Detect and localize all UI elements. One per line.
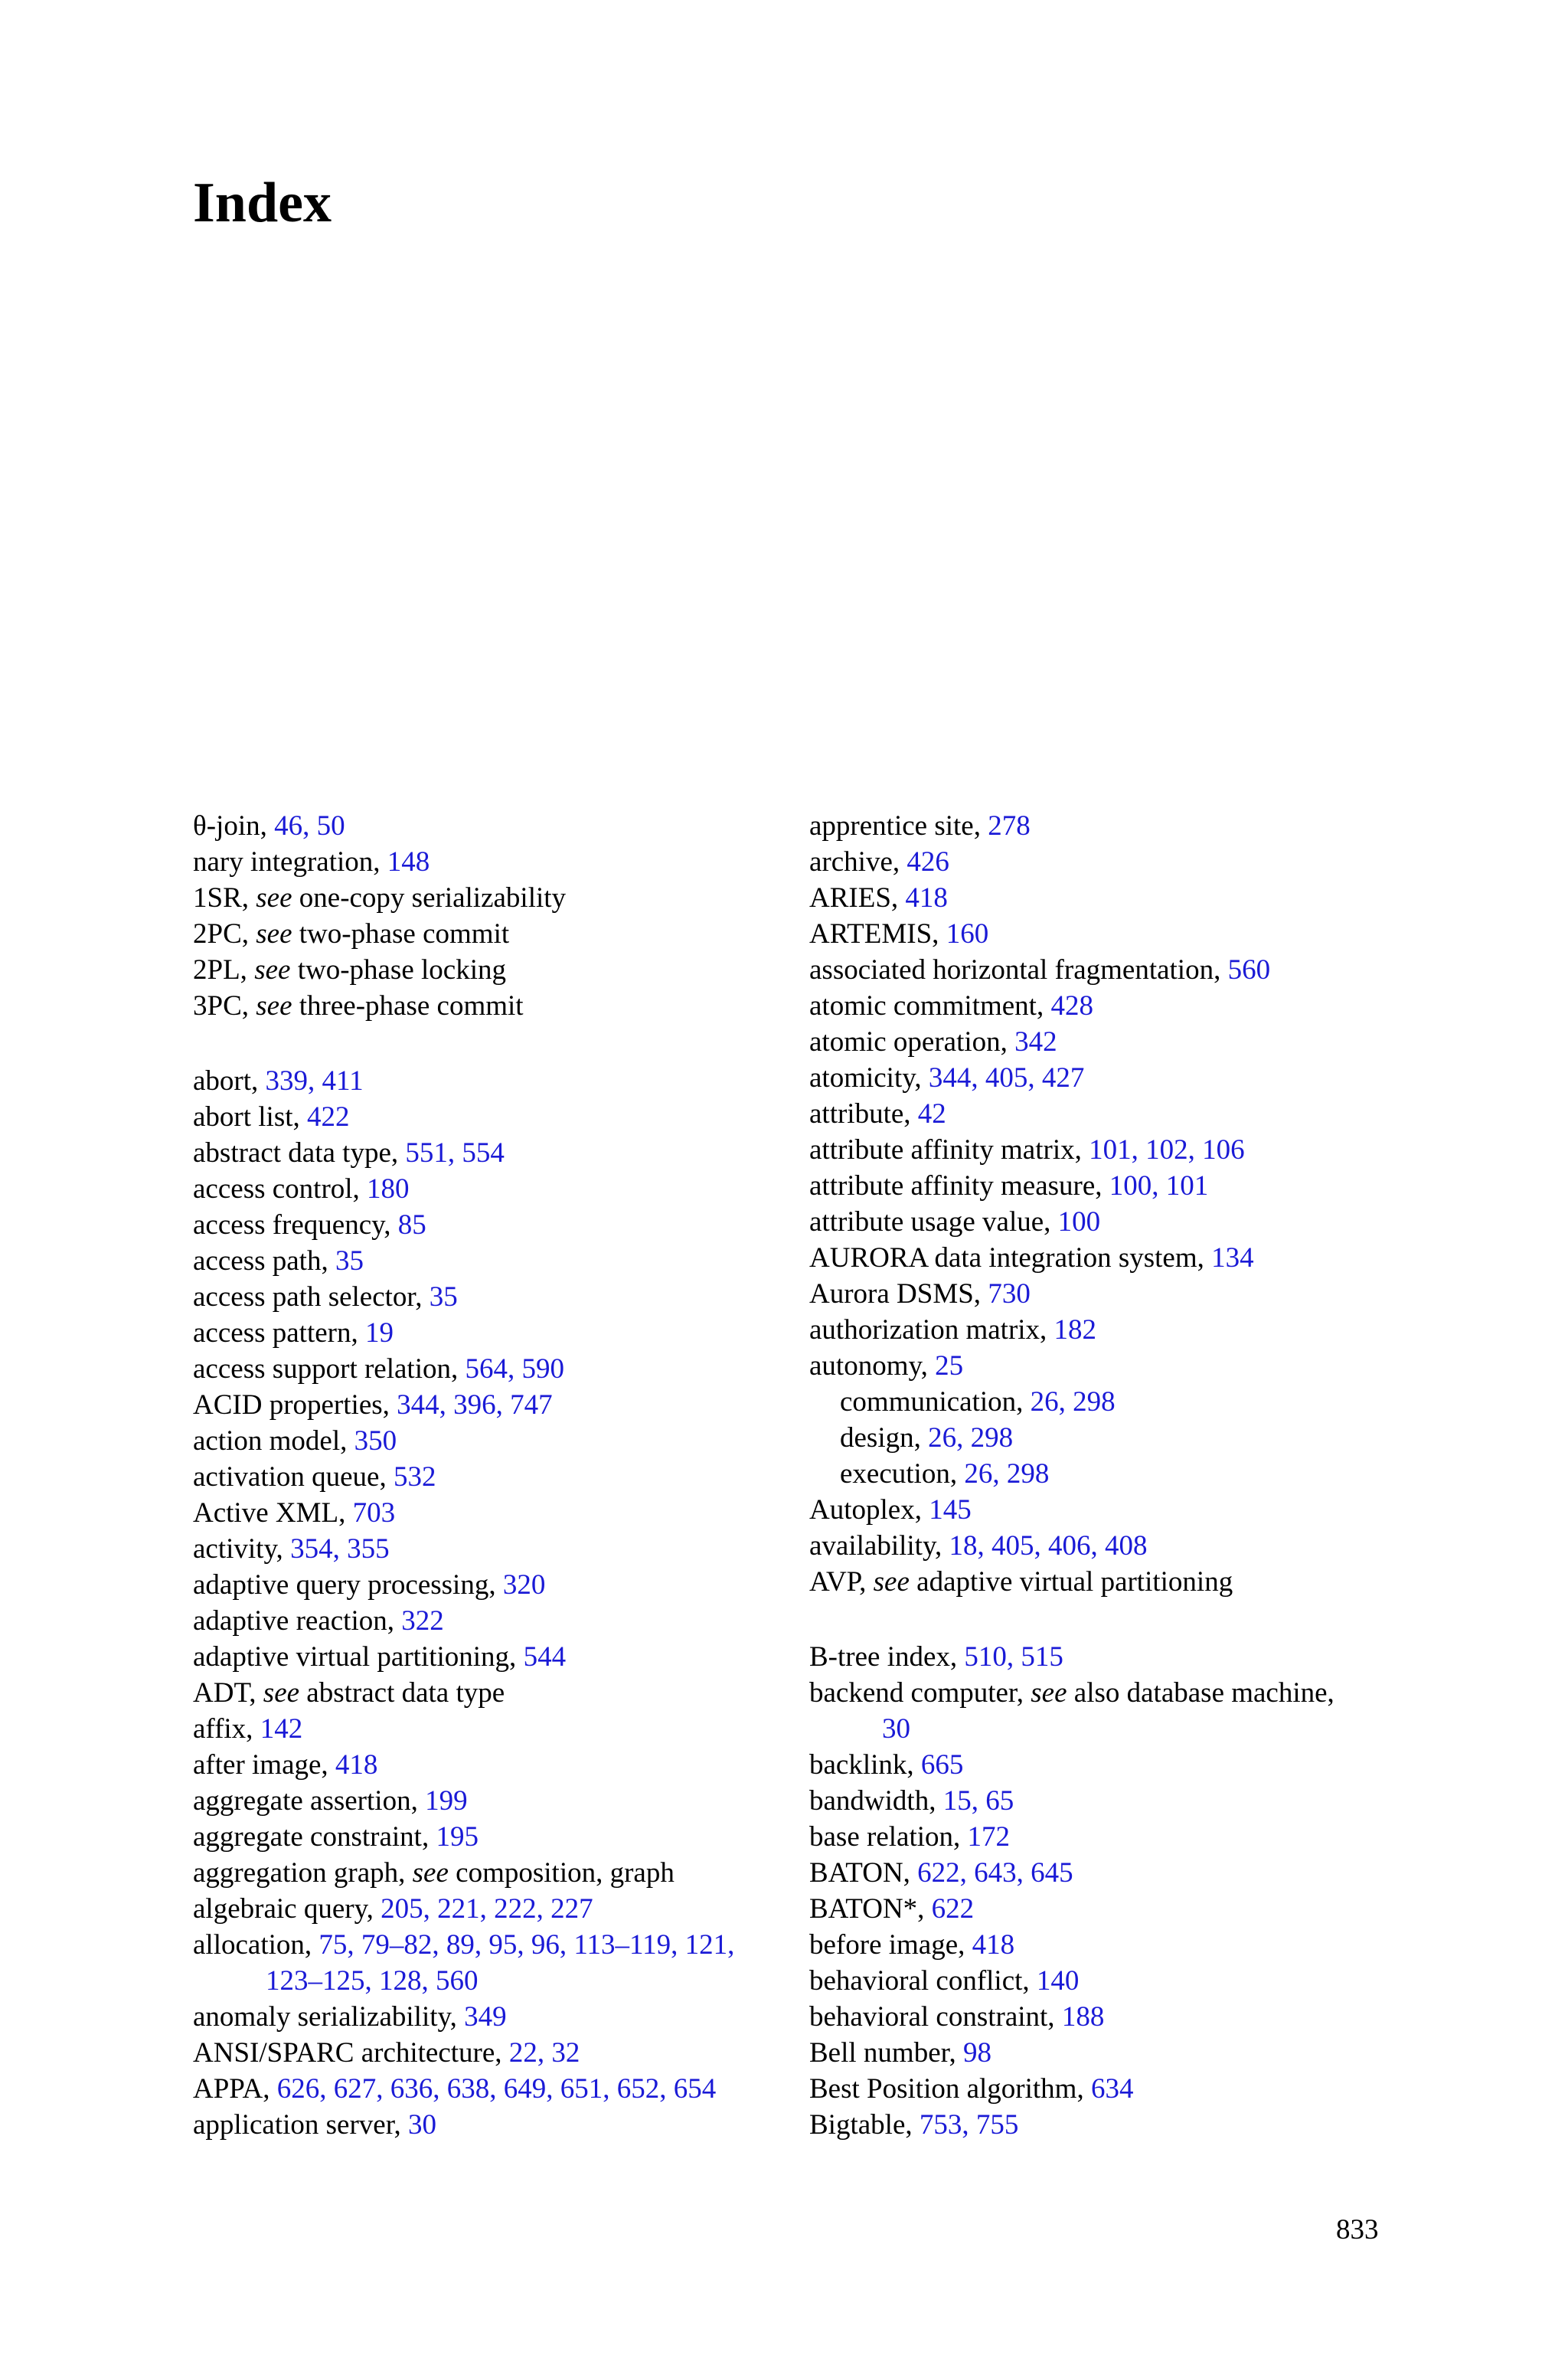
entry-term: archive, (809, 846, 907, 878)
entry-term: Best Position algorithm, (809, 2073, 1091, 2105)
index-entry (193, 1351, 798, 1387)
index-entry (193, 1747, 798, 1783)
page-link[interactable]: 75, 79–82, 89, 95, 96, 113–119, 121, (318, 1929, 735, 1961)
entry-term: BATON, (809, 1857, 918, 1889)
index-entry (809, 1528, 1391, 1564)
index-entry (809, 1963, 1391, 1999)
page-link[interactable]: 205, 221, 222, 227 (381, 1893, 593, 1925)
entry-term: abort list, (193, 1101, 308, 1133)
entry-term: ANSI/SPARC architecture, (193, 2037, 509, 2069)
page-link[interactable]: 703 (352, 1497, 396, 1529)
index-entry (193, 1711, 798, 1747)
entry-term: behavioral constraint, (809, 2001, 1062, 2033)
page-link[interactable]: 622, 643, 645 (917, 1857, 1073, 1889)
see-target: one-copy serializability (292, 882, 567, 914)
entry-term: bandwidth, (809, 1785, 943, 1817)
index-entry (809, 916, 1391, 952)
page-link[interactable]: 626, 627, 636, 638, 649, 651, 652, 654 (276, 2073, 717, 2105)
entry-term: Aurora DSMS, (809, 1278, 988, 1310)
entry-term: after image, (193, 1749, 335, 1781)
index-entry (809, 1060, 1391, 1096)
page-link[interactable]: 98 (962, 2037, 991, 2069)
index-entry (809, 1999, 1391, 2035)
entry-term: Bigtable, (809, 2109, 920, 2141)
page-link[interactable]: 418 (905, 882, 948, 914)
page-link[interactable]: 322 (401, 1605, 444, 1637)
entry-term: attribute affinity matrix, (809, 1134, 1089, 1166)
page-link[interactable]: 18, 405, 406, 408 (949, 1530, 1148, 1562)
index-subentry (809, 1420, 1391, 1456)
index-entry (193, 1063, 798, 1099)
entry-term: algebraic query, (193, 1893, 381, 1925)
index-entry (193, 1099, 798, 1135)
entry-term: 2PL, (193, 954, 255, 986)
index-entry (193, 1495, 798, 1531)
see-target: adaptive virtual partitioning (909, 1566, 1233, 1598)
group-spacer (809, 1600, 1391, 1639)
index-entry (809, 1819, 1391, 1855)
index-entry (193, 1135, 798, 1171)
see-reference: see (263, 1677, 300, 1709)
entry-term: adaptive virtual partitioning, (193, 1641, 524, 1673)
index-entry (809, 1927, 1391, 1963)
entry-term: aggregation graph, (193, 1857, 413, 1889)
entry-term: nary integration, (193, 846, 387, 878)
index-entry (193, 1855, 798, 1891)
entry-term: θ-join, (193, 810, 275, 842)
index-entry (193, 916, 798, 952)
entry-term: aggregate constraint, (193, 1821, 436, 1853)
see-target: three-phase commit (292, 990, 524, 1022)
page-link[interactable]: 145 (929, 1494, 972, 1526)
page-link[interactable]: 278 (988, 810, 1031, 842)
see-reference: see (412, 1857, 449, 1889)
index-entry (193, 1603, 798, 1639)
entry-term: 2PC, (193, 918, 256, 950)
index-entry (809, 1492, 1391, 1528)
index-entry (193, 1531, 798, 1567)
page-link[interactable]: 339, 411 (265, 1065, 364, 1097)
entry-term: ARIES, (809, 882, 906, 914)
page-number: 833 (1336, 2214, 1379, 2246)
index-entry (809, 1312, 1391, 1348)
index-entry (809, 880, 1391, 916)
index-entry (193, 1207, 798, 1243)
page-link[interactable]: 140 (1036, 1965, 1080, 1997)
index-entry (809, 1276, 1391, 1312)
entry-term: aggregate assertion, (193, 1785, 426, 1817)
page-link[interactable]: 26, 298 (928, 1422, 1014, 1454)
page-link[interactable]: 188 (1061, 2001, 1105, 2033)
entry-term: B-tree index, (809, 1641, 965, 1673)
page-link[interactable]: 418 (335, 1749, 378, 1781)
index-entry (193, 808, 798, 844)
page-link[interactable]: 15, 65 (942, 1785, 1014, 1817)
page-link[interactable]: 532 (393, 1461, 436, 1493)
page-link[interactable]: 428 (1050, 990, 1093, 1022)
index-entry (809, 2035, 1391, 2071)
entry-term: availability, (809, 1530, 949, 1562)
entry-term: AVP, (809, 1566, 874, 1598)
page-link[interactable]: 551, 554 (405, 1137, 505, 1169)
index-entry (809, 844, 1391, 880)
entry-term: execution, (840, 1458, 965, 1490)
entry-term: access control, (193, 1173, 368, 1205)
entry-term: attribute, (809, 1098, 918, 1130)
see-reference: see (256, 990, 292, 1022)
index-entry (193, 1783, 798, 1819)
index-entry (193, 952, 798, 988)
index-entry (809, 1348, 1391, 1384)
entry-term: atomic operation, (809, 1026, 1015, 1058)
index-entry (193, 1891, 798, 1927)
page-link[interactable]: 730 (988, 1278, 1031, 1310)
see-target: abstract data type (299, 1677, 505, 1709)
index-column-right (809, 808, 1391, 2143)
page-link[interactable]: 544 (523, 1641, 567, 1673)
page-link[interactable]: 634 (1090, 2073, 1134, 2105)
index-entry (809, 988, 1391, 1024)
index-entry (809, 952, 1391, 988)
entry-term: apprentice site, (809, 810, 988, 842)
entry-term: adaptive reaction, (193, 1605, 402, 1637)
index-entry (193, 1171, 798, 1207)
entry-term: authorization matrix, (809, 1314, 1054, 1346)
entry-term: access support relation, (193, 1353, 466, 1385)
see-reference: see (873, 1566, 910, 1598)
page-link[interactable]: 134 (1211, 1242, 1254, 1274)
index-entry (193, 1459, 798, 1495)
entry-term: Autoplex, (809, 1494, 929, 1526)
index-entry (193, 1315, 798, 1351)
entry-term: activation queue, (193, 1461, 394, 1493)
see-target: also database machine, (1067, 1677, 1334, 1709)
entry-term: ACID properties, (193, 1389, 397, 1421)
entry-term: affix, (193, 1713, 260, 1745)
page-link[interactable]: 350 (354, 1425, 397, 1457)
page-link[interactable]: 42 (917, 1098, 946, 1130)
index-entry-continuation (809, 1711, 1391, 1747)
index-entry (809, 1024, 1391, 1060)
index-entry (809, 1168, 1391, 1204)
entry-term: access path, (193, 1245, 335, 1277)
index-subentry (809, 1456, 1391, 1492)
page-link[interactable]: 354, 355 (290, 1533, 390, 1565)
index-entry (193, 1999, 798, 2035)
page-link[interactable]: 199 (425, 1785, 468, 1817)
index-entry (193, 1927, 798, 1963)
index-entry (809, 1639, 1391, 1675)
page-link[interactable]: 25 (935, 1350, 964, 1382)
see-target: two-phase locking (290, 954, 506, 986)
see-reference: see (1031, 1677, 1067, 1709)
page-link[interactable]: 342 (1014, 1026, 1057, 1058)
page-link[interactable]: 85 (397, 1209, 426, 1241)
index-entry (809, 1132, 1391, 1168)
page-link[interactable]: 35 (429, 1281, 458, 1313)
index-entry (809, 1096, 1391, 1132)
page-link[interactable]: 160 (946, 918, 989, 950)
page-link[interactable]: 510, 515 (964, 1641, 1063, 1673)
page-link[interactable]: 30 (408, 2109, 437, 2141)
index-entry (193, 988, 798, 1024)
index-entry (193, 1819, 798, 1855)
entry-term: anomaly serializability, (193, 2001, 465, 2033)
page-link[interactable]: 30 (882, 1713, 910, 1745)
page-link[interactable]: 180 (367, 1173, 410, 1205)
page-link[interactable]: 26, 298 (1030, 1386, 1116, 1418)
see-reference: see (256, 882, 292, 914)
index-entry (809, 1240, 1391, 1276)
page-link[interactable]: 142 (260, 1713, 303, 1745)
page-link[interactable]: 564, 590 (465, 1353, 564, 1385)
entry-term: ADT, (193, 1677, 263, 1709)
entry-term: attribute usage value, (809, 1206, 1058, 1238)
index-entry (193, 1567, 798, 1603)
entry-term: atomic commitment, (809, 990, 1051, 1022)
entry-term: associated horizontal fragmentation, (809, 954, 1228, 986)
index-entry (193, 1279, 798, 1315)
entry-term: backlink, (809, 1749, 921, 1781)
page-link[interactable]: 665 (920, 1749, 964, 1781)
index-entry (193, 2035, 798, 2071)
index-entry (809, 1747, 1391, 1783)
entry-term: Active XML, (193, 1497, 353, 1529)
entry-term: communication, (840, 1386, 1031, 1418)
index-entry (809, 2071, 1391, 2107)
entry-term: access pattern, (193, 1317, 365, 1349)
page-link[interactable]: 182 (1054, 1314, 1097, 1346)
index-entry (809, 1204, 1391, 1240)
entry-term: Bell number, (809, 2037, 963, 2069)
index-entry (809, 1783, 1391, 1819)
entry-term: attribute affinity measure, (809, 1170, 1109, 1202)
page-link[interactable]: 349 (464, 2001, 507, 2033)
page-link[interactable]: 100 (1057, 1206, 1101, 1238)
entry-term: action model, (193, 1425, 354, 1457)
index-entry (193, 1243, 798, 1279)
index-entry (193, 2071, 798, 2107)
group-spacer (193, 1024, 798, 1063)
page-link[interactable]: 560 (1227, 954, 1271, 986)
page-link[interactable]: 418 (972, 1929, 1015, 1961)
entry-term: behavioral conflict, (809, 1965, 1037, 1997)
entry-term: abort, (193, 1065, 266, 1097)
page-link[interactable]: 320 (502, 1569, 546, 1601)
entry-term: allocation, (193, 1929, 319, 1961)
entry-term: ARTEMIS, (809, 918, 946, 950)
entry-term: APPA, (193, 2073, 277, 2105)
index-entry (809, 1855, 1391, 1891)
see-target: composition, graph (448, 1857, 675, 1889)
page-link[interactable]: 422 (307, 1101, 350, 1133)
page-link[interactable]: 19 (364, 1317, 394, 1349)
index-entry (193, 2107, 798, 2143)
entry-term: 1SR, (193, 882, 256, 914)
page-link[interactable]: 22, 32 (508, 2037, 580, 2069)
page-link[interactable]: 195 (436, 1821, 479, 1853)
entry-term: 3PC, (193, 990, 256, 1022)
page-link[interactable]: 344, 405, 427 (928, 1062, 1085, 1094)
entry-term: access path selector, (193, 1281, 430, 1313)
index-entry (809, 1675, 1391, 1711)
see-reference: see (256, 918, 292, 950)
page-link[interactable]: 753, 755 (919, 2109, 1019, 2141)
index-subentry (809, 1384, 1391, 1420)
entry-term: BATON*, (809, 1893, 932, 1925)
index-entry (193, 1675, 798, 1711)
page-link[interactable]: 172 (967, 1821, 1010, 1853)
index-column-left (193, 808, 798, 2143)
entry-term: before image, (809, 1929, 972, 1961)
index-entry (809, 1891, 1391, 1927)
index-entry (193, 844, 798, 880)
page-link[interactable]: 100, 101 (1109, 1170, 1209, 1202)
entry-term: access frequency, (193, 1209, 398, 1241)
page-link[interactable]: 123–125, 128, 560 (266, 1965, 479, 1997)
entry-term: atomicity, (809, 1062, 929, 1094)
entry-term: adaptive query processing, (193, 1569, 503, 1601)
see-reference: see (254, 954, 291, 986)
index-entry-continuation (193, 1963, 798, 1999)
entry-term: application server, (193, 2109, 409, 2141)
page-title: Index (193, 172, 332, 234)
index-entry (193, 1639, 798, 1675)
entry-term: design, (840, 1422, 929, 1454)
page-link[interactable]: 26, 298 (964, 1458, 1050, 1490)
entry-term: abstract data type, (193, 1137, 406, 1169)
index-entry (809, 2107, 1391, 2143)
page-link[interactable]: 344, 396, 747 (397, 1389, 553, 1421)
page-link[interactable]: 426 (906, 846, 949, 878)
entry-term: AURORA data integration system, (809, 1242, 1212, 1274)
page-link[interactable]: 46, 50 (274, 810, 345, 842)
index-entry (193, 880, 798, 916)
see-target: two-phase commit (292, 918, 510, 950)
page-link[interactable]: 35 (335, 1245, 364, 1277)
entry-term: autonomy, (809, 1350, 936, 1382)
entry-term: base relation, (809, 1821, 968, 1853)
page-link[interactable]: 622 (931, 1893, 975, 1925)
index-entry (809, 808, 1391, 844)
index-entry (193, 1423, 798, 1459)
entry-term: backend computer, (809, 1677, 1031, 1709)
index-entry (193, 1387, 798, 1423)
index-entry (809, 1564, 1391, 1600)
page-link[interactable]: 101, 102, 106 (1089, 1134, 1245, 1166)
page-link[interactable]: 148 (387, 846, 430, 878)
entry-term: activity, (193, 1533, 291, 1565)
